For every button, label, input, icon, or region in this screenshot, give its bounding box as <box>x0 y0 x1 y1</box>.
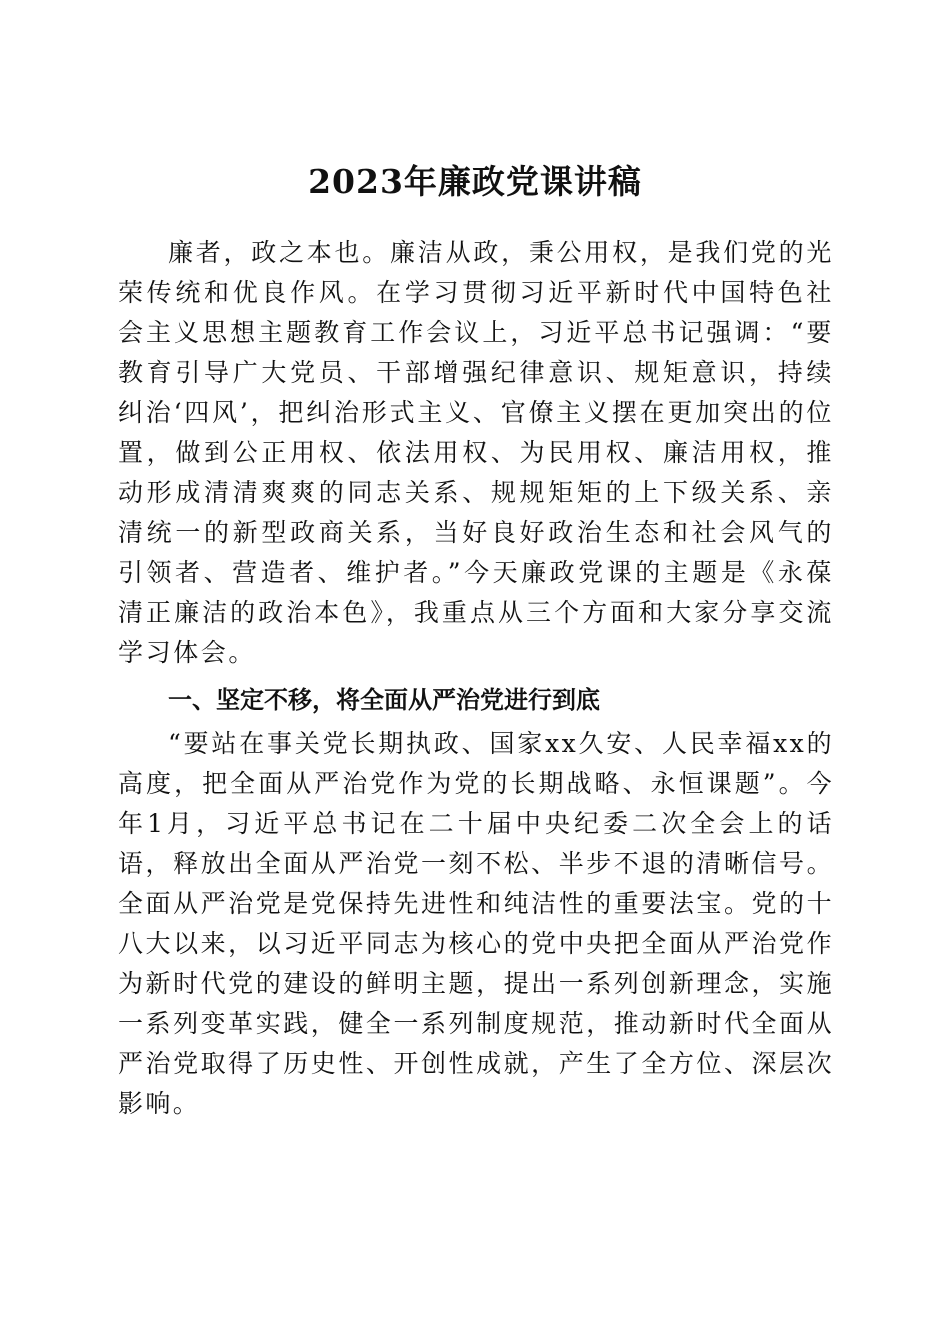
paragraph-section-1: “要站在事关党长期执政、国家xx久安、人民幸福xx的高度，把全面从严治党作为党的长期战略、永恒课题”。今年1月，习近平总书记在二十届中央纪委二次全会上的话语，释放出全面从严治党一刻不松、半步不退的清晰信号。全面从严治党是党保持先进性和纯洁性的重要法宝。党的十八大以来，以习近平同志为核心的党中央把全面从严治党作为新时代党的建设的鲜明主题，提出一系列创新理念，实施一系列变革实践，健全一系列制度规范，推动新时代全面从严治党取得了历史性、开创性成就，产生了全方位、深层次影响。 <box>118 729 834 1118</box>
paragraph-intro: 廉者，政之本也。廉洁从政，秉公用权，是我们党的光荣传统和优良作风。在学习贯彻习近平新时代中国特色社会主义思想主题教育工作会议上，习近平总书记强调：“要教育引导广大党员、干部增强纪律意识、规矩意识，持续纠治‘四风’，把纠治形式主义、官僚主义摆在更加突出的位置，做到公正用权、依法用权、为民用权、廉洁用权，推动形成清清爽爽的同志关系、规规矩矩的上下级关系、亲清统一的新型政商关系，当好良好政治生态和社会风气的引领者、营造者、维护者。”今天廉政党课的主题是《永葆清正廉洁的政治本色》，我重点从三个方面和大家分享交流学习体会。 <box>118 238 834 667</box>
document-title: 2023年廉政党课讲稿 <box>308 162 642 202</box>
section-heading-1: 一、坚定不移，将全面从严治党进行到底 <box>168 686 600 714</box>
